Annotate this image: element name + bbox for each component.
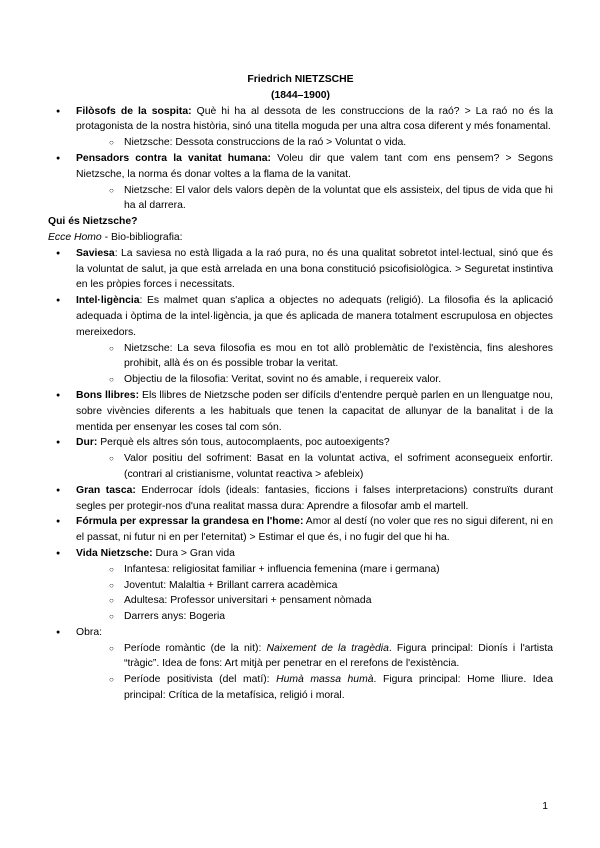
sub-list-item: ○ Joventut: Malaltia + Brillant carrera acadèmica (76, 578, 553, 594)
sub-list-item: ○ Darrers anys: Bogeria (76, 609, 553, 625)
item-text: : Es malmet quan s'aplica a objectes no adequats (religió). La filosofia és la aplicació adequada i òptima de la intel·ligència, ja que és aplicada de manera totalment escrupulosa en objectes mereixedors. (76, 295, 553, 338)
bio-list (48, 246, 553, 704)
list-item (48, 514, 553, 546)
sub-list-item: ○ Infantesa: religiositat familiar + influencia femenina (mare i germana) (76, 562, 553, 578)
obra-description: . Figura principal: Home lliure. Idea principal: Crítica de la metafísica, religió i moral. (124, 674, 553, 702)
item-label: Fórmula per expressar la grandesa en l'home: (76, 516, 304, 528)
list-item (48, 435, 553, 482)
sub-list-item (76, 672, 553, 704)
item-label: Obra: (76, 626, 102, 638)
obra-book-title: Humà massa humà (276, 674, 374, 686)
list-item (48, 483, 553, 515)
item-text: Perquè els altres són tous, autocomplaents, poc autoexigents? (97, 437, 390, 449)
item-text: Què hi ha al dessota de les construccions de la raó? > La raó no és la protagonista de la nostra història, sinó una titella moguda per una altra cosa diferent y més fonamental. (76, 105, 553, 133)
sub-list-item: ○ Valor positiu del sofriment: Basat en la voluntat activa, el sofriment aconsegueix enfortir. (contrari al cristianisme, voluntat reactiva > afebleix) (76, 451, 553, 483)
item-text: Dura > Gran vida (152, 547, 235, 559)
obra-description: . Figura principal: Dionís i l'artista “tràgic”. Idea de fons: Art mitjà per penetrar en el rerefons de l'existència. (124, 642, 553, 670)
item-text: Amor al destí (no voler que res no sigui diferent, ni en el passat, ni futur ni en per l'eternitat) > Estimar el que és, i no fugir del que hi ha. (76, 516, 554, 544)
list-item (48, 104, 553, 151)
obra-period: Període positivista (del matí): (124, 674, 277, 686)
item-text: Enderrocar ídols (ideals: fantasies, ficcions i falses interpretacions) construïts durant segles per protegir-nos d'una realitat massa dura: Aprendre a filosofar amb el martell. (76, 484, 553, 512)
sub-list-item: ○ Nietzsche: Dessota construccions de la raó > Voluntat o vida. (76, 135, 553, 151)
sub-list-item: ○ Objectiu de la filosofia: Veritat, sovint no és amable, i requereix valor. (76, 372, 553, 388)
item-text: : La saviesa no està lligada a la raó pura, no és una qualitat sobretot intel·lectual, sinó que és la voluntat de salut, ja que està arrelada en una bona constitució psicofisiològica. > Seguretat instintiva en les pròpies forces i necessitats. (76, 247, 553, 291)
ecce-rest: - Bio-bibliografia: (101, 231, 183, 243)
item-label: Pensadors contra la vanitat humana: (76, 152, 271, 164)
section-heading: Qui és Nietzsche? (48, 216, 138, 228)
item-label: Gran tasca: (76, 484, 136, 496)
ecce-title: Ecce Homo (48, 231, 102, 243)
list-item (48, 546, 553, 625)
obra-book-title: Naixement de la tragèdia (266, 642, 389, 654)
item-label: Filòsofs de la sospita: (76, 105, 192, 117)
intro-list (48, 104, 553, 215)
item-label: Dur: (76, 437, 98, 449)
sub-list-item: ○ Adultesa: Professor universitari + pensament nòmada (76, 593, 553, 609)
document-content (48, 72, 553, 704)
obra-period: Període romàntic (de la nit): (124, 642, 267, 654)
page-number: 1 (542, 801, 548, 812)
doc-dates: (1844–1900) (271, 89, 330, 101)
list-item (48, 293, 553, 388)
list-item (48, 388, 553, 435)
list-item (48, 625, 553, 704)
item-label: Intel·ligència (76, 295, 140, 307)
item-text: Voleu dir que valem tant com ens pensem? > Segons Nietzsche, la norma és donar voltes a la flama de la vanitat. (76, 152, 553, 180)
sub-list-item (76, 641, 553, 673)
doc-title: Friedrich NIETZSCHE (247, 74, 354, 85)
item-label: Saviesa (76, 247, 115, 259)
sub-list-item: ○ Nietzsche: El valor dels valors depèn de la voluntat que els assisteix, del tipus de vida que hi ha al darrera. (76, 183, 553, 215)
list-item (48, 151, 553, 214)
item-label: Vida Nietzsche: (76, 547, 153, 559)
item-label: Bons llibres: (76, 389, 140, 401)
item-text: Els llibres de Nietzsche poden ser difícils d'entendre perquè parlen en un llenguatge nou, sobre vivències diferents a les habituals que tenen la capacitat de allunyar de la banalitat i de la mentida per ensenyar les coses tal com són. (76, 389, 553, 433)
sub-list-item: ○ Nietzsche: La seva filosofia es mou en tot allò problemàtic de l'existència, fins aleshores prohibit, allà és on és possible trobar la veritat. (76, 341, 553, 373)
list-item (48, 246, 553, 293)
ecce-line (48, 230, 553, 246)
